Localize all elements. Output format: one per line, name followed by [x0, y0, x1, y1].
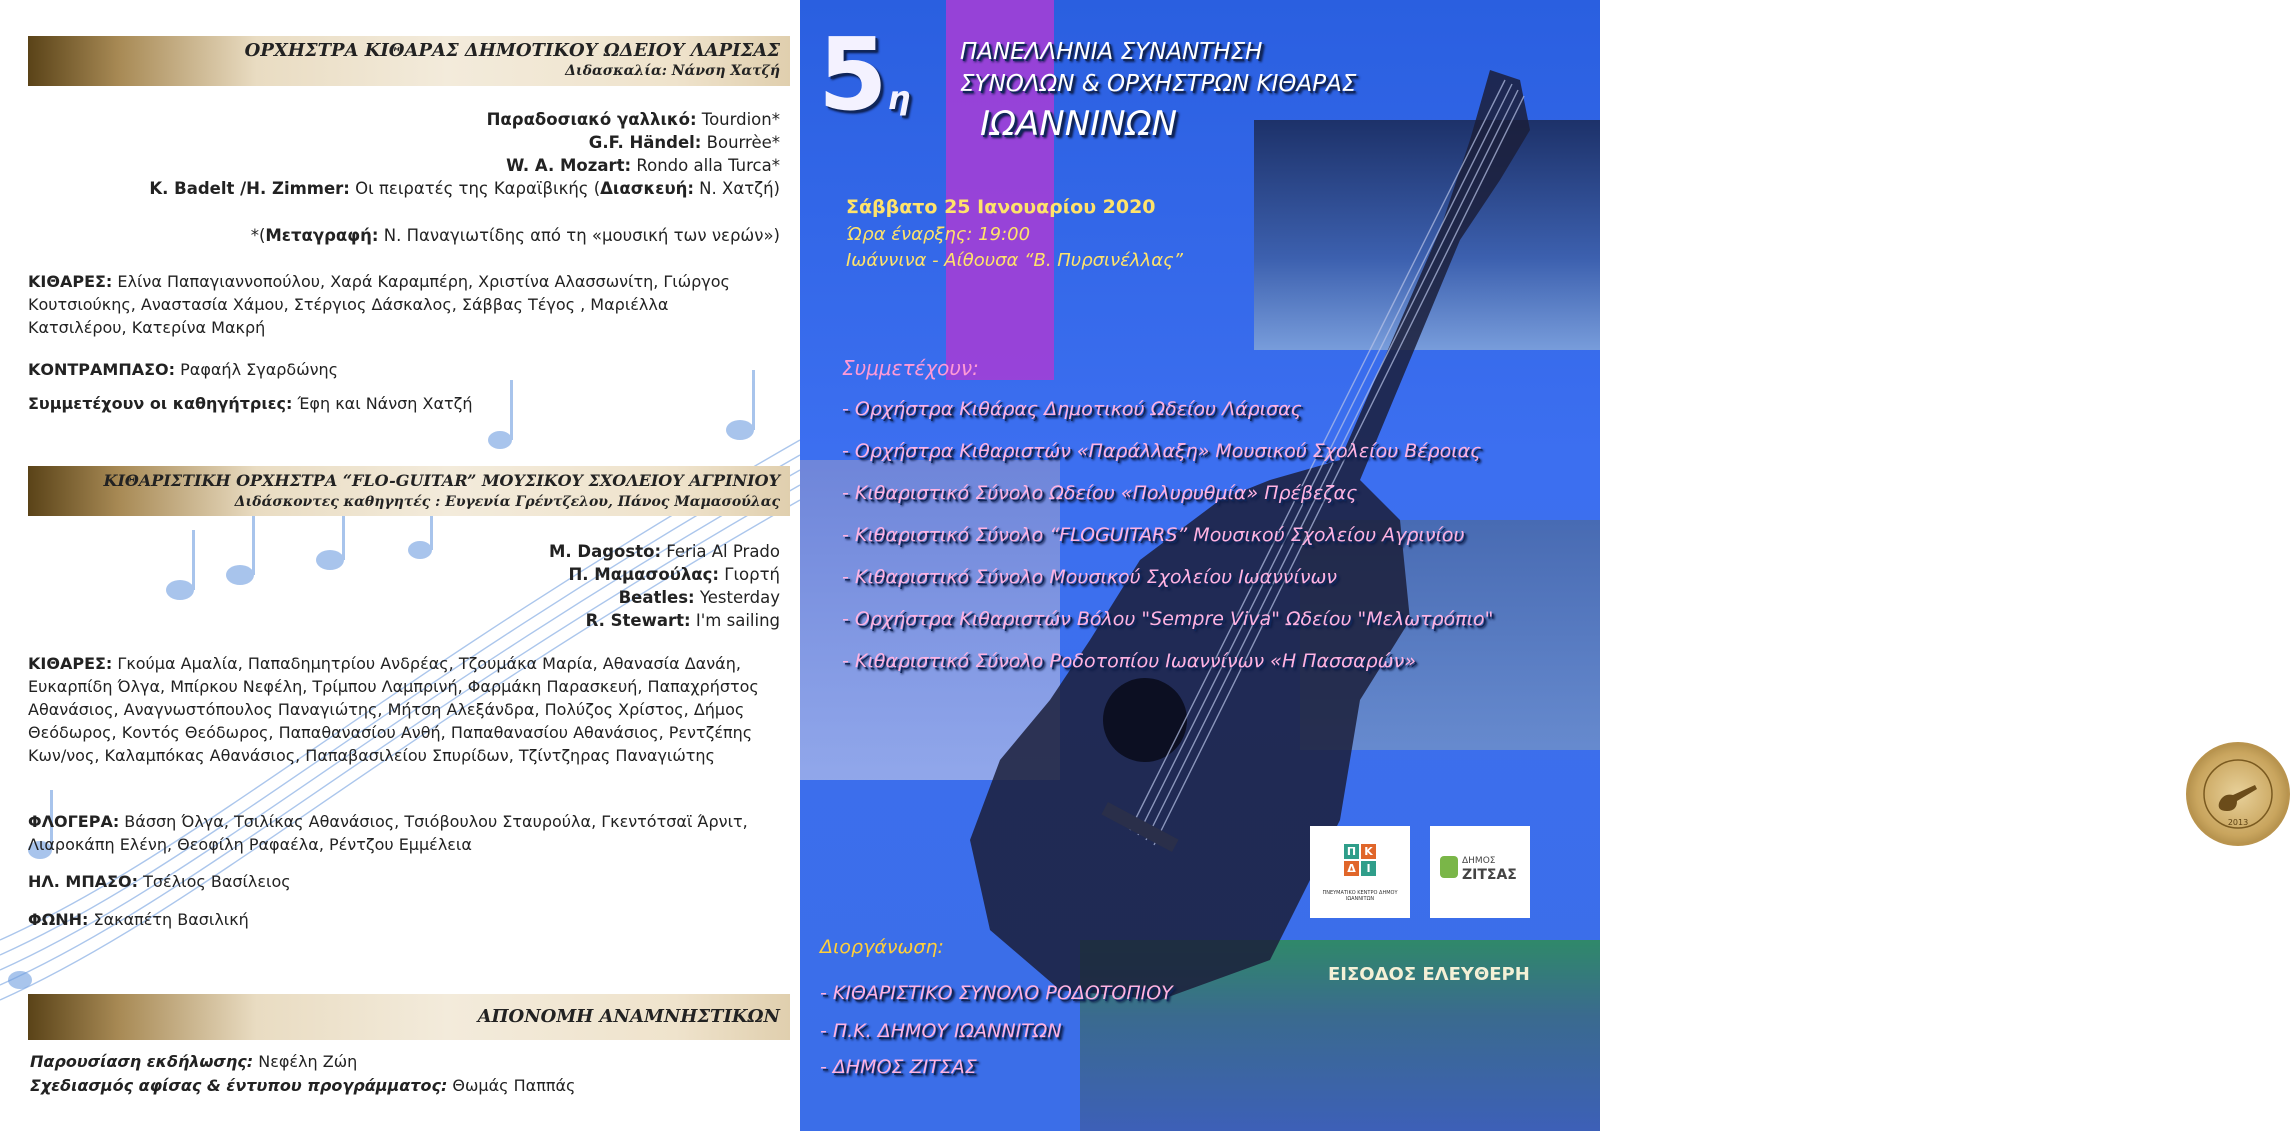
section1-bass: ΚΟΝΤΡΑΜΠΑΣΟ: Ραφαήλ Σγαρδώνης [28, 360, 339, 379]
event-title-city: ΙΩΑΝΝΙΝΩΝ [980, 104, 1178, 144]
section1-subtitle: Διδασκαλία: Νάνση Χατζή [565, 63, 780, 79]
organizer-item: - Π.Κ. ΔΗΜΟΥ ΙΩΑΝΝΙΤΩΝ [820, 1020, 1062, 1042]
participant-item: - Ορχήστρα Κιθάρας Δημοτικού Ωδείου Λάρισας [842, 398, 1302, 420]
participants-label: Συμμετέχουν: [842, 356, 979, 380]
organizer-item: - ΚΙΘΑΡΙΣΤΙΚΟ ΣΥΝΟΛΟ ΡΟΔΟΤΟΠΙΟΥ [820, 982, 1173, 1004]
section3-title: ΑΠΟΝΟΜΗ ΑΝΑΜΝΗΣΤΙΚΩΝ [477, 1006, 780, 1027]
participant-item: - Κιθαριστικό Σύνολο “FLOGUITARS” Μουσικού Σχολείου Αγρινίου [842, 524, 1465, 546]
section2-voice: ΦΩΝΗ: Σακαπέτη Βασιλική [28, 910, 249, 929]
section2-banner [28, 466, 790, 516]
program-item: M. Dagosto: Feria Al Prado [548, 542, 780, 561]
section2-program [549, 540, 780, 632]
event-title-line1: ΠΑΝΕΛΛΗΝΙΑ ΣΥΝΑΝΤΗΣΗ [960, 39, 1263, 65]
participant-item: - Ορχήστρα Κιθαριστών Βόλου "Sempre Viva" Ωδείου "Μελωτρόπιο" [842, 608, 1494, 630]
participant-item: - Κιθαριστικό Σύνολο Μουσικού Σχολείου Ιωαννίνων [842, 566, 1337, 588]
edition-number: 5η [818, 16, 911, 133]
section1-program [149, 108, 780, 200]
event-venue: Ιωάννινα - Αίθουσα “Β. Πυρσινέλλας” [846, 250, 1183, 271]
event-date: Σάββατο 25 Ιανουαρίου 2020 [846, 196, 1156, 218]
zitsa-logo: ΔΗΜΟΣ ΖΙΤΣΑΣ [1430, 826, 1530, 918]
credit-presenter: Παρουσίαση εκδήλωσης: Νεφέλη Ζώη [30, 1052, 358, 1071]
section2-title: ΚΙΘΑΡΙΣΤΙΚΗ ΟΡΧΗΣΤΡΑ “FLO-GUITAR” ΜΟΥΣΙΚΟΥ ΣΧΟΛΕΙΟΥ ΑΓΡΙΝΙΟΥ [103, 471, 780, 490]
free-entry-label: ΕΙΣΟΔΟΣ ΕΛΕΥΘΕΡΗ [1328, 964, 1530, 985]
participant-item: - Ορχήστρα Κιθαριστών «Παράλλαξη» Μουσικού Σχολείου Βέροιας [842, 440, 1482, 462]
event-time: Ώρα έναρξης: 19:00 [846, 224, 1031, 245]
section2-guitars: ΚΙΘΑΡΕΣ: Γκούμα Αμαλία, Παπαδημητρίου Ανδρέας, Τζουμάκα Μαρία, Αθανασία Δανάη, Ευκαρπίδη Όλγα, Μπίρκου Νεφέλη, Τρίμπου Λαμπρινή, Φαρμάκη Παρασκευή, Παπαχρήστος Αθανάσιος, Αναγνωστόπουλος Παναγιώτης, Μήτση Αλεξάνδρα, Πολύζος Χρίστος, Δήμος Θεόδωρος, Κοντός Θεόδωρος, Παπαθανασίου Ανθή, Παπαθανασίου Αθανάσιος, Ρεντζέπης Κων/νος, Καλαμπόκας Αθανάσιος, Παπαβασιλείου Σπυρίδων, Τζίντζηρας Παναγιώτης [28, 654, 759, 765]
section2-electric-bass: ΗΛ. ΜΠΑΣΟ: Τσέλιος Βασίλειος [28, 872, 291, 891]
section1-banner [28, 36, 790, 86]
participant-item: - Κιθαριστικό Σύνολο Ροδοτοπίου Ιωαννίνων «Η Πασσαρών» [842, 650, 1416, 672]
organizer-item: - ΔΗΜΟΣ ΖΙΤΣΑΣ [820, 1056, 977, 1078]
ensemble-seal-logo [2186, 742, 2290, 846]
event-title-line2: ΣΥΝΟΛΩΝ & ΟΡΧΗΣΤΡΩΝ ΚΙΘΑΡΑΣ [960, 71, 1357, 97]
pki-logo: Π Κ Δ Ι ΠΝΕΥΜΑΤΙΚΟ ΚΕΝΤΡΟ ΔΗΜΟΥ ΙΩΑΝΝΙΤΩΝ [1310, 826, 1410, 918]
credit-designer: Σχεδιασμός αφίσας & έντυπου προγράμματος: Θωμάς Παππάς [30, 1076, 576, 1095]
program-page [0, 0, 800, 1131]
section1-teachers: Συμμετέχουν οι καθηγήτριες: Έφη και Νάνση Χατζή [28, 394, 473, 413]
svg-text:2013: 2013 [2227, 818, 2249, 827]
poster-page [800, 0, 2249, 1131]
program-item: R. Stewart: I'm sailing [585, 611, 780, 630]
section2-flute: ΦΛΟΓΕΡΑ: Βάσση Όλγα, Τσιλίκας Αθανάσιος, Τσιόβουλου Σταυρούλα, Γκεντότσαϊ Άρνιτ, Λιαροκάπη Ελένη, Θεοφίλη Ραφαέλα, Ρέντζου Εμμέλεια [28, 812, 748, 854]
program-item: G.F. Händel: Bourrèe* [588, 133, 780, 152]
section3-banner [28, 994, 790, 1040]
program-item: W. A. Mozart: Rondo alla Turca* [506, 156, 780, 175]
organizers-label: Διοργάνωση: [820, 936, 944, 958]
transcription-note: *(Μεταγραφή: Ν. Παναγιωτίδης από τη «μουσική των νερών») [250, 226, 780, 245]
section1-title: ΟΡΧΗΣΤΡΑ ΚΙΘΑΡΑΣ ΔΗΜΟΤΙΚΟΥ ΩΔΕΙΟΥ ΛΑΡΙΣΑΣ [244, 40, 780, 61]
program-item: K. Badelt /H. Zimmer: Οι πειρατές της Καραϊβικής (Διασκευή: Ν. Χατζή) [149, 179, 780, 198]
program-item: Παραδοσιακό γαλλικό: Tourdion* [486, 110, 780, 129]
section2-subtitle: Διδάσκοντες καθηγητές : Ευγενία Γρέντζελου, Πάνος Μαμασούλας [234, 494, 780, 510]
section1-guitars: ΚΙΘΑΡΕΣ: Ελίνα Παπαγιαννοπούλου, Χαρά Καραμπέρη, Χριστίνα Αλασσωνίτη, Γιώργος Κουτσιούκης, Αναστασία Χάμου, Στέργιος Δάσκαλος, Σάββας Τέγος , Μαριέλλα Κατσιλέρου, Κατερίνα Μακρή [28, 272, 730, 337]
program-item: Π. Μαμασούλας: Γιορτή [568, 565, 780, 584]
participant-item: - Κιθαριστικό Σύνολο Ωδείου «Πολυρυθμία» Πρέβεζας [842, 482, 1358, 504]
program-item: Beatles: Yesterday [618, 588, 780, 607]
